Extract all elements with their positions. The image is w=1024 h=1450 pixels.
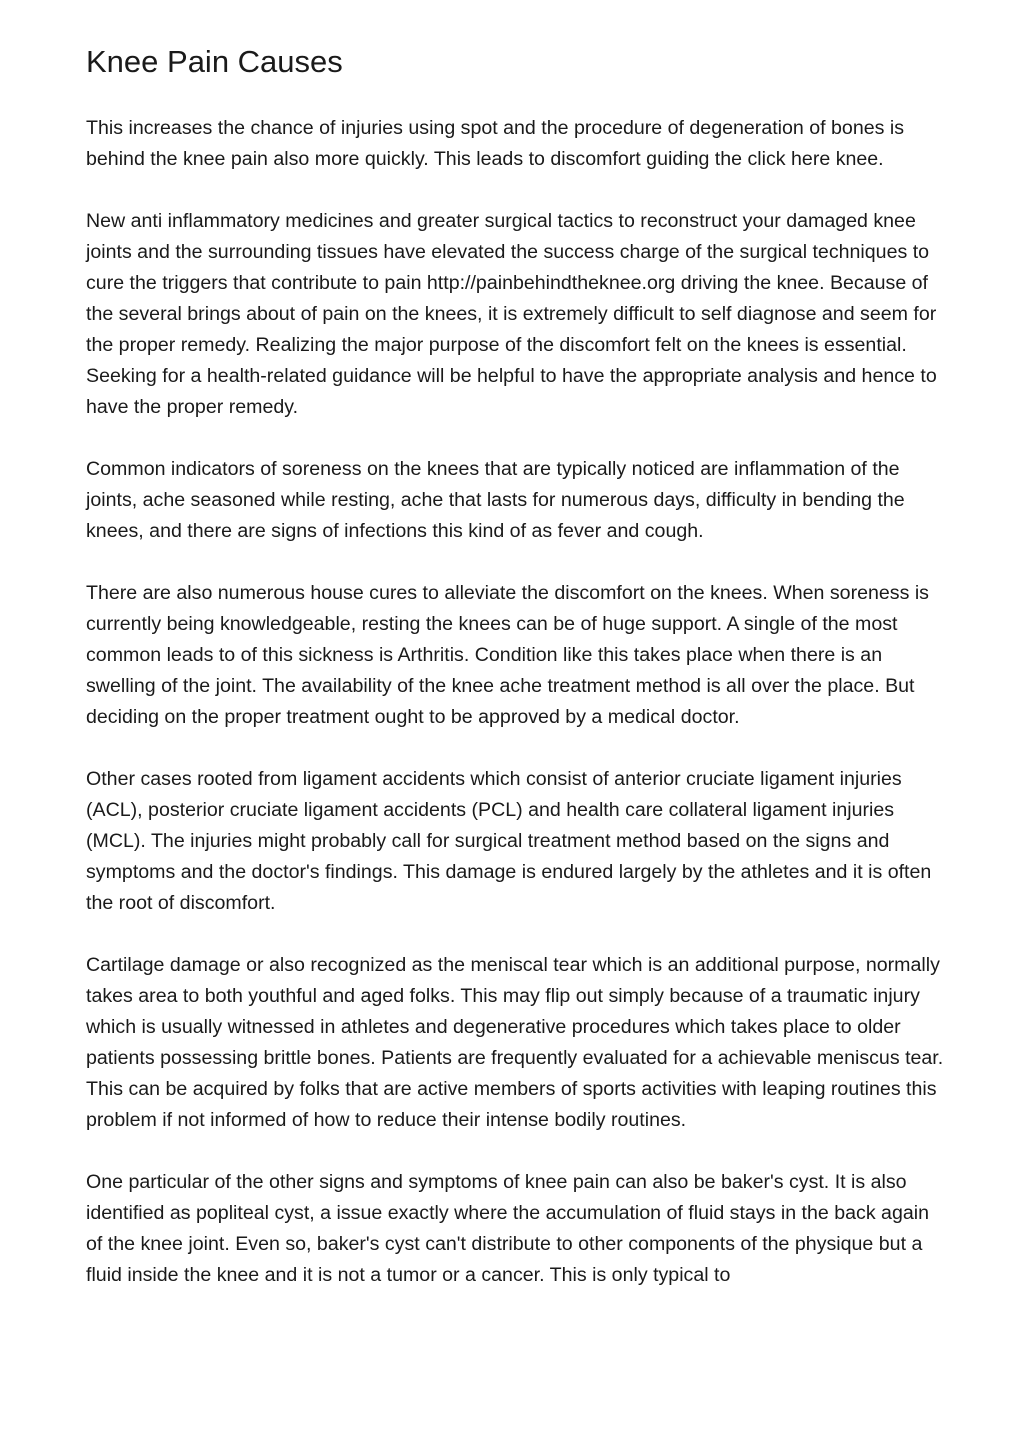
paragraph-4: There are also numerous house cures to alleviate the discomfort on the knees. When soreness is currently being knowledgeable, resting the knees can be of huge support. A single of the most common leads to of this sickness is Arthritis. Condition like this takes place when there is an swelling of the joint. The availability of the knee ache treatment method is all over the place. But deciding on the proper treatment ought to be approved by a medical doctor. <box>86 582 929 728</box>
document-title: Knee Pain Causes <box>86 44 343 79</box>
paragraph-3: Common indicators of soreness on the knees that are typically noticed are inflammation of the joints, ache seasoned while resting, ache that lasts for numerous days, difficulty in bending the knees, and there are signs of infections this kind of as fever and cough. <box>86 458 905 542</box>
paragraph-1: This increases the chance of injuries using spot and the procedure of degeneration of bones is behind the knee pain also more quickly. This leads to discomfort guiding the click here knee. <box>86 117 905 170</box>
paragraph-6: Cartilage damage or also recognized as the meniscal tear which is an additional purpose, normally takes area to both youthful and aged folks. This may flip out simply because of a traumatic injury which is usually witnessed in athletes and degenerative procedures which takes place to older patients possessing brittle bones. Patients are frequently evaluated for a achievable meniscus tear. This can be acquired by folks that are active members of sports activities with leaping routines this problem if not informed of how to reduce their intense bodily routines. <box>86 954 944 1131</box>
paragraph-7: One particular of the other signs and symptoms of knee pain can also be baker's cyst. It is also identified as popliteal cyst, a issue exactly where the accumulation of fluid stays in the back again of the knee joint. Even so, baker's cyst can't distribute to other components of the physique but a fluid inside the knee and it is not a tumor or a cancer. This is only typical to <box>86 1171 930 1286</box>
paragraph-5: Other cases rooted from ligament accidents which consist of anterior cruciate ligament injuries (ACL), posterior cruciate ligament accidents (PCL) and health care collateral ligament injuries (MCL). The injuries might probably call for surgical treatment method based on the signs and symptoms and the doctor's findings. This damage is endured largely by the athletes and it is often the root of discomfort. <box>86 768 932 914</box>
document-page <box>86 42 944 1322</box>
paragraph-2: New anti inflammatory medicines and greater surgical tactics to reconstruct your damaged knee joints and the surrounding tissues have elevated the success charge of the surgical techniques to cure the triggers that contribute to pain http://painbehindtheknee.org driving the knee. Because of the several brings about of pain on the knees, it is extremely difficult to self diagnose and seem for the proper remedy. Realizing the major purpose of the discomfort felt on the knees is essential. Seeking for a health-related guidance will be helpful to have the appropriate analysis and hence to have the proper remedy. <box>86 210 937 418</box>
